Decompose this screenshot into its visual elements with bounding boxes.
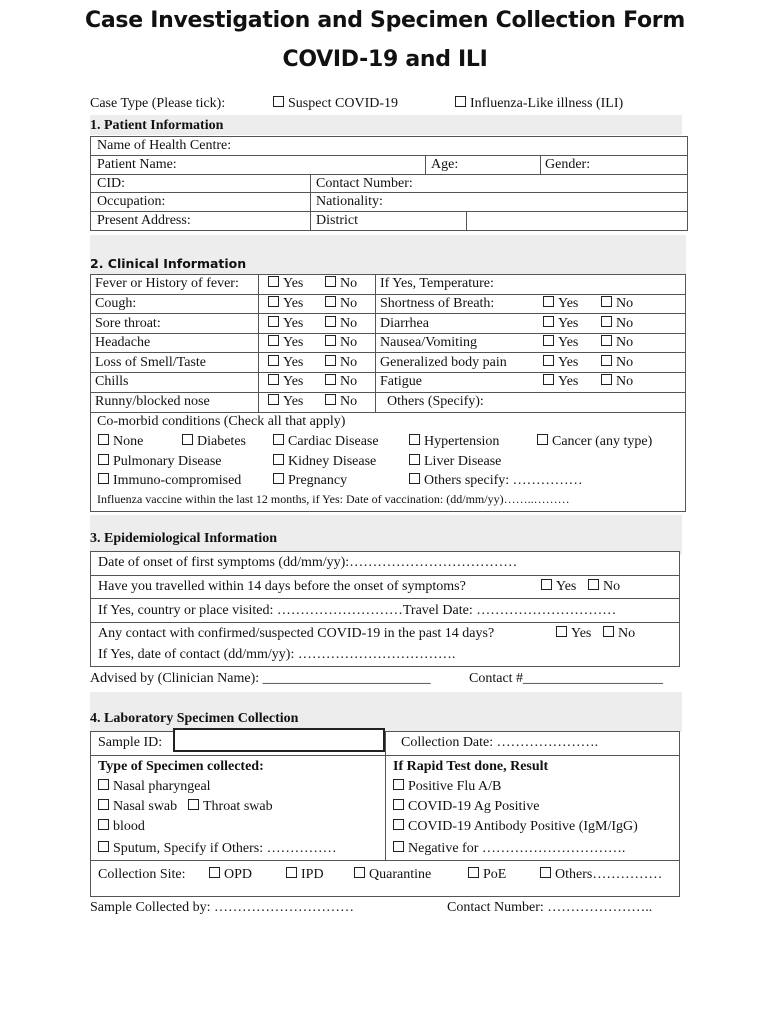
cid-field[interactable]: CID: (97, 176, 125, 191)
flu-checkbox[interactable]: Positive Flu A/B (393, 779, 501, 795)
liver-checkbox[interactable]: Liver Disease (409, 454, 501, 470)
symptom-label: Generalized body pain (380, 355, 507, 370)
collection-date-field[interactable]: Collection Date: …………………. (401, 735, 599, 750)
symptom-yes-checkbox[interactable]: Yes (268, 296, 303, 312)
symptom-label: Fatigue (380, 374, 422, 389)
symptom-no-checkbox[interactable]: No (325, 394, 357, 410)
travel-question: Have you travelled within 14 days before the onset of symptoms? (98, 579, 466, 594)
symptom-label: Headache (95, 335, 151, 350)
onset-date-field[interactable]: Date of onset of first symptoms (dd/mm/yy):……………………………… (98, 555, 518, 570)
symptom-no-checkbox[interactable]: No (325, 355, 357, 371)
site-opd-checkbox[interactable]: OPD (209, 867, 252, 883)
nasal-swab-checkbox[interactable]: Nasal swab (98, 799, 177, 815)
kidney-checkbox[interactable]: Kidney Disease (273, 454, 376, 470)
advised-by-field[interactable]: Advised by (Clinician Name): ________________________ (90, 671, 431, 686)
symptom-yes-checkbox[interactable]: Yes (268, 394, 303, 410)
nationality-field[interactable]: Nationality: (316, 194, 383, 209)
symptom-label: Shortness of Breath: (380, 296, 495, 311)
symptom-yes-checkbox[interactable]: Yes (268, 335, 303, 351)
diabetes-checkbox[interactable]: Diabetes (182, 434, 246, 450)
specimen-type-heading: Type of Specimen collected: (98, 759, 264, 774)
collector-contact-field[interactable]: Contact Number: ………………….. (447, 900, 653, 915)
travel-no-checkbox[interactable]: No (588, 579, 620, 595)
suspect-covid-checkbox[interactable]: Suspect COVID-19 (273, 96, 398, 112)
sample-id-label: Sample ID: (98, 735, 163, 750)
contact-number-field[interactable]: Contact Number: (316, 176, 413, 191)
hypertension-checkbox[interactable]: Hypertension (409, 434, 499, 450)
health-centre-field[interactable]: Name of Health Centre: (97, 138, 232, 153)
site-ipd-checkbox[interactable]: IPD (286, 867, 324, 883)
epi-info-heading: 3. Epidemiological Information (90, 531, 278, 546)
symptom-yes-checkbox[interactable]: Yes (543, 335, 578, 351)
symptom-label: Fever or History of fever: (95, 276, 239, 291)
throat-swab-checkbox[interactable]: Throat swab (188, 799, 273, 815)
form-subtitle: COVID-19 and ILI (282, 47, 488, 72)
symptom-label: Diarrhea (380, 316, 429, 331)
site-poe-checkbox[interactable]: PoE (468, 867, 506, 883)
contact-no-checkbox[interactable]: No (603, 626, 635, 642)
none-checkbox[interactable]: None (98, 434, 143, 450)
occupation-field[interactable]: Occupation: (97, 194, 166, 209)
symptom-no-checkbox[interactable]: No (601, 316, 633, 332)
symptom-no-checkbox[interactable]: No (325, 296, 357, 312)
antibody-checkbox[interactable]: COVID-19 Antibody Positive (IgM/IgG) (393, 819, 638, 835)
pregnancy-checkbox[interactable]: Pregnancy (273, 473, 347, 489)
symptom-no-checkbox[interactable]: No (325, 335, 357, 351)
comorbid-label: Co-morbid conditions (Check all that apply) (97, 414, 346, 429)
ag-positive-checkbox[interactable]: COVID-19 Ag Positive (393, 799, 539, 815)
symptom-yes-checkbox[interactable]: Yes (268, 316, 303, 332)
clinical-info-heading: 2. Clinical Information (90, 256, 247, 271)
symptom-yes-checkbox[interactable]: Yes (543, 374, 578, 390)
symptom-no-checkbox[interactable]: No (601, 355, 633, 371)
symptom-label[interactable]: If Yes, Temperature: (380, 276, 494, 291)
present-address-field[interactable]: Present Address: (97, 213, 191, 228)
symptom-label: Runny/blocked nose (95, 394, 210, 409)
symptom-yes-checkbox[interactable]: Yes (543, 316, 578, 332)
symptom-yes-checkbox[interactable]: Yes (543, 355, 578, 371)
cardiac-checkbox[interactable]: Cardiac Disease (273, 434, 379, 450)
symptom-label[interactable]: Others (Specify): (387, 394, 484, 409)
lab-heading: 4. Laboratory Specimen Collection (90, 711, 299, 726)
clinician-contact-field[interactable]: Contact #____________________ (469, 671, 664, 686)
pulmonary-checkbox[interactable]: Pulmonary Disease (98, 454, 221, 470)
place-visited-field[interactable]: If Yes, country or place visited: ………………………Travel Date: ………………………… (98, 603, 617, 618)
symptom-label: Nausea/Vomiting (380, 335, 477, 350)
vaccine-field[interactable]: Influenza vaccine within the last 12 months, if Yes: Date of vaccination: (dd/mm/yy)……..……… (97, 492, 570, 506)
contact-question: Any contact with confirmed/suspected COVID-19 in the past 14 days? (98, 626, 495, 641)
negative-checkbox[interactable]: Negative for …………………………. (393, 841, 625, 857)
age-field[interactable]: Age: (431, 157, 459, 172)
others-checkbox[interactable]: Others specify: …………… (409, 473, 583, 489)
contact-yes-checkbox[interactable]: Yes (556, 626, 591, 642)
patient-info-heading: 1. Patient Information (90, 118, 224, 133)
symptom-yes-checkbox[interactable]: Yes (268, 276, 303, 292)
case-type-label: Case Type (Please tick): (90, 96, 226, 111)
symptom-no-checkbox[interactable]: No (601, 296, 633, 312)
cancer-checkbox[interactable]: Cancer (any type) (537, 434, 652, 450)
symptom-no-checkbox[interactable]: No (325, 374, 357, 390)
form-title: Case Investigation and Specimen Collection Form (85, 8, 685, 33)
symptom-label: Chills (95, 374, 129, 389)
nasal-pharyngeal-checkbox[interactable]: Nasal pharyngeal (98, 779, 211, 795)
symptom-yes-checkbox[interactable]: Yes (268, 374, 303, 390)
collection-site-label: Collection Site: (98, 867, 186, 882)
symptom-no-checkbox[interactable]: No (325, 276, 357, 292)
travel-yes-checkbox[interactable]: Yes (541, 579, 576, 595)
symptom-label: Cough: (95, 296, 137, 311)
sample-id-input[interactable] (173, 728, 385, 752)
patient-name-field[interactable]: Patient Name: (97, 157, 177, 172)
symptom-yes-checkbox[interactable]: Yes (268, 355, 303, 371)
district-field[interactable]: District (316, 213, 358, 228)
contact-date-field[interactable]: If Yes, date of contact (dd/mm/yy): ……………………………. (98, 647, 456, 662)
symptom-yes-checkbox[interactable]: Yes (543, 296, 578, 312)
rapid-test-heading: If Rapid Test done, Result (393, 759, 549, 774)
collected-by-field[interactable]: Sample Collected by: ………………………… (90, 900, 355, 915)
ili-checkbox[interactable]: Influenza-Like illness (ILI) (455, 96, 623, 112)
symptom-label: Loss of Smell/Taste (95, 355, 207, 370)
symptom-no-checkbox[interactable]: No (325, 316, 357, 332)
symptom-no-checkbox[interactable]: No (601, 374, 633, 390)
sputum-checkbox[interactable]: Sputum, Specify if Others: …………… (98, 841, 337, 857)
site-others-checkbox[interactable]: Others…………… (540, 867, 662, 883)
symptom-no-checkbox[interactable]: No (601, 335, 633, 351)
blood-checkbox[interactable]: blood (98, 819, 145, 835)
site-quarantine-checkbox[interactable]: Quarantine (354, 867, 431, 883)
symptom-label: Sore throat: (95, 316, 161, 331)
gender-field[interactable]: Gender: (545, 157, 591, 172)
immuno-checkbox[interactable]: Immuno-compromised (98, 473, 241, 489)
